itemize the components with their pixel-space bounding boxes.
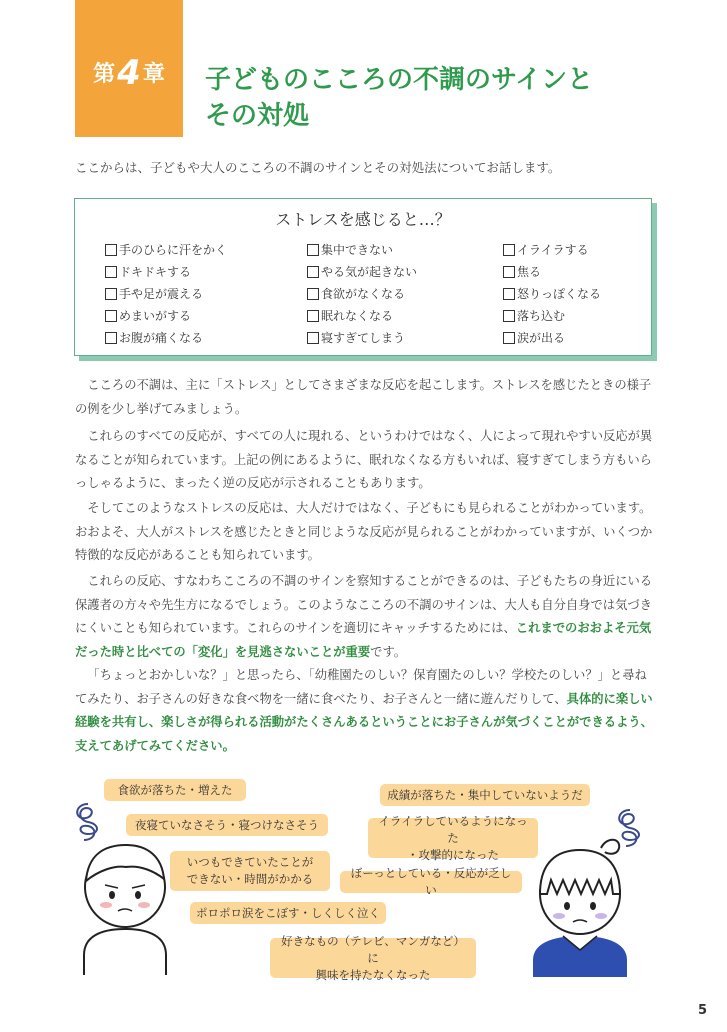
checklist-item[interactable]: ドキドキする (105, 261, 227, 283)
checklist-item[interactable]: 怒りっぽくなる (503, 283, 601, 305)
checklist-item[interactable]: 落ち込む (503, 305, 601, 327)
checkbox-icon[interactable] (105, 266, 117, 278)
checkbox-icon[interactable] (503, 288, 515, 300)
checkbox-icon[interactable] (307, 332, 319, 344)
stress-checklist-box (74, 198, 652, 356)
checklist-item[interactable]: 集中できない (307, 239, 417, 261)
paragraph-2: これらのすべての反応が、すべての人に現れる、というわけではなく、人によって現れやすい反応が異なることが知られています。上記の例にあるように、眠れなくなる方もいれば、寝すぎてしまう方もいらっしゃるように、まったく逆の反応が示されることもあります。 (75, 429, 653, 490)
sign-label-sleep: 夜寝ていなさそう・寝つけなさそう (126, 814, 328, 836)
checkbox-icon[interactable] (503, 332, 515, 344)
checklist-item[interactable]: 手や足が震える (105, 283, 227, 305)
checkbox-icon[interactable] (105, 310, 117, 322)
checklist-item[interactable]: 眠れなくなる (307, 305, 417, 327)
paragraph-5-highlight: 具体的に楽しい経験を共有し、楽しさが得られる活動がたくさんあるということにお子さんが気づくことができるよう、支えてあげてみてください。 (75, 691, 653, 753)
paragraph-3: そしてこのようなストレスの反応は、大人だけではなく、子どもにも見られることがわかっています。おおよそ、大人がストレスを感じたときと同じような反応が見られることがわかっていますが、いくつか特徴的な反応があることも知られています。 (75, 501, 653, 562)
checklist-item[interactable]: イライラする (503, 239, 601, 261)
page-number: 5 (697, 1003, 707, 1018)
checklist-column-physical (105, 239, 227, 349)
checklist-item[interactable]: 焦る (503, 261, 601, 283)
sign-label-irritable: イライラしているようになった ・攻撃的になった (368, 818, 538, 858)
sign-label-crying: ポロポロ涙をこぼす・しくしく泣く (190, 902, 386, 924)
checkbox-icon[interactable] (307, 266, 319, 278)
paragraph-1: こころの不調は、主に「ストレス」としてさまざまな反応を起こします。ストレスを感じたときの様子の例を少し挙げてみましょう。 (75, 378, 652, 416)
checkbox-icon[interactable] (503, 266, 515, 278)
checkbox-icon[interactable] (307, 288, 319, 300)
paragraph-4-highlight: これまでのおおよそ元気だった時と比べての「変化」を見逃さないことが重要 (75, 621, 652, 659)
checklist-item[interactable]: めまいがする (105, 305, 227, 327)
chapter-title (205, 62, 625, 134)
checkbox-icon[interactable] (503, 310, 515, 322)
chapter-label (75, 53, 183, 93)
checkbox-icon[interactable] (105, 288, 117, 300)
chapter-tab (75, 0, 183, 137)
checklist-column-mental (307, 239, 417, 349)
worried-boy-illustration (70, 825, 180, 975)
checklist-item[interactable]: 涙が出る (503, 327, 601, 349)
chapter-prefix: 第 (93, 62, 116, 87)
intro-text: ここからは、子どもや大人のこころの不調のサインとその対処法についてお話します。 (75, 160, 561, 175)
checklist-item[interactable]: 手のひらに汗をかく (105, 239, 227, 261)
chapter-title-line2: その対処 (205, 101, 310, 131)
checkbox-icon[interactable] (503, 244, 515, 256)
paragraph-5: 「ちょっとおかしいな？」と思ったら、「幼稚園たのしい？保育園たのしい？学校たのしい？」と尋ねてみたり、お子さんの好きな食べ物を一緒に食べたり、お子さんと一緒に遊んだりして、具体的に楽しい経験を共有し、楽しさが得られる活動がたくさんあるということにお子さんが気づくことができるよう、支えてあげてみてください。 (75, 668, 653, 753)
sign-label-dazed: ぼーっとしている・反応が乏しい (340, 871, 522, 893)
checkbox-icon[interactable] (105, 244, 117, 256)
stress-checklist-heading: ストレスを感じると…？ (275, 210, 451, 229)
sign-label-grades: 成績が落ちた・集中していないようだ (380, 784, 590, 806)
checklist-item[interactable]: 食欲がなくなる (307, 283, 417, 305)
chapter-number: 4 (117, 53, 141, 93)
checklist-item[interactable]: やる気が起きない (307, 261, 417, 283)
chapter-title-line1: 子どものこころの不調のサインと (205, 65, 594, 95)
checkbox-icon[interactable] (105, 332, 117, 344)
chapter-suffix: 章 (142, 62, 165, 87)
sign-label-interest: 好きなもの（テレビ、マンガなど）に 興味を持たなくなった (270, 938, 476, 978)
sign-label-ability: いつもできていたことが できない・時間がかかる (170, 851, 330, 891)
checklist-item[interactable]: お腹が痛くなる (105, 327, 227, 349)
checkbox-icon[interactable] (307, 310, 319, 322)
paragraph-4: これらの反応、すなわちこころの不調のサインを察知することができるのは、子どもたちの身近にいる保護者の方々や先生方になるでしょう。このようなこころの不調のサインは、大人も自分自身では気づきにくいことも知られています。これらのサインを適切にキャッチするためには、これまでのおおよそ元気だった時と比べての「変化」を見逃さないことが重要です。 (75, 574, 653, 659)
worried-girl-illustration (525, 832, 635, 977)
checklist-column-emotional (503, 239, 601, 349)
sign-label-appetite: 食欲が落ちた・増えた (104, 779, 246, 801)
checklist-item[interactable]: 寝すぎてしまう (307, 327, 417, 349)
checkbox-icon[interactable] (307, 244, 319, 256)
